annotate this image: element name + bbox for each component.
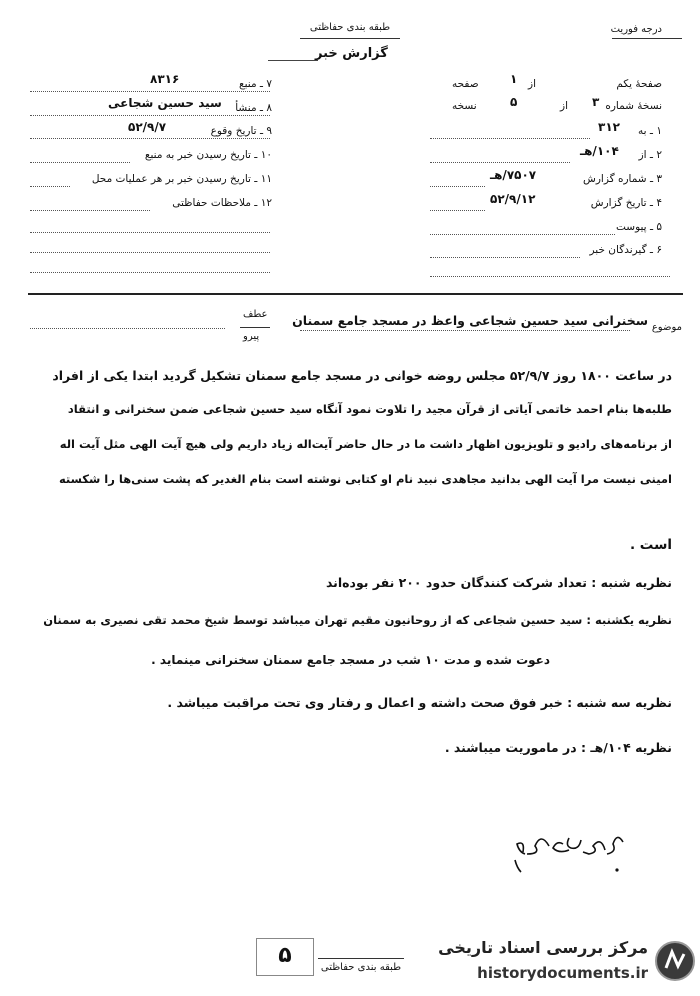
dotted-line [430,138,590,139]
field-attachment-label: ۵ ـ پیوست [615,221,662,233]
field-page-of: از [528,78,536,90]
subject-ref-bottom: پیرو [243,331,260,342]
dotted-line [30,210,150,211]
body-line: امینی نیست مرا آیت الهی بدانید مجاهدی نبید نام او کتابی نوشته است بنام الغدیر که پشت سنی‌ها را شکسته [58,472,672,486]
priority-label: درجه فوریت [610,24,662,35]
signature-scribble-icon [505,820,635,880]
note-104: نظریه ۱۰۴/هـ : در ماموریت میباشند . [444,740,672,755]
field-origin-value: سید حسین شجاعی [108,96,222,110]
field-occurrence-date-label: ۹ ـ تاریخ وقوع [210,125,272,137]
form-title: گزارش خبر [315,46,388,61]
field-source-label: ۷ ـ منبع [239,78,272,90]
field-security-notes-label: ۱۲ ـ ملاحظات حفاظتی [172,197,272,209]
field-source-value: ۸۳۱۶ [150,72,180,86]
field-from-value: ۱۰۴/هـ [580,144,619,158]
dotted-line [30,91,270,92]
note-tuesday: نظریه سه شنبه : خبر فوق صحت داشته و اعمال و رفتار وی تحت مراقبت میباشد . [167,695,672,710]
dotted-line [30,138,270,139]
dotted-line [30,252,270,253]
watermark [408,932,700,994]
note-saturday: نظریه شنبه : تعداد شرکت کنندگان حدود ۲۰۰ نفر بوده‌اند [325,575,672,590]
priority-divider [612,38,682,39]
field-origin-label: ۸ ـ منشأ [235,102,272,114]
subject-ref-top: عطف [243,309,268,320]
dotted-line [430,210,485,211]
body-line: از برنامه‌های رادیو و تلویزیون اظهار داشت ما در حال حاضر آیت‌اله زیاد داریم ولی هیچ آیت الهی مثل آیت اله [59,437,672,451]
field-page-suffix: صفحه [452,78,479,90]
dotted-line [430,276,670,277]
field-report-number-label: ۳ ـ شماره گزارش [583,173,662,185]
dotted-line [430,234,615,235]
field-copy-suffix: نسخه [452,100,477,112]
field-page-label: صفحهٔ یکم [616,78,662,90]
field-report-date-label: ۴ ـ تاریخ گزارش [590,197,662,209]
field-copy-label: نسخهٔ شماره [605,100,662,112]
note-sunday-cont: دعوت شده و مدت ۱۰ شب در مسجد جامع سمنان سخنرانی مینماید . [151,653,550,667]
page-number-box [256,938,314,976]
dotted-line [30,232,270,233]
field-report-number-value: ۷۵۰۷/هـ [490,168,537,182]
ref-divider [240,327,270,328]
dotted-line [30,115,270,116]
watermark-url: historydocuments.ir [477,964,648,982]
dotted-line [430,162,570,163]
field-copy-value: ۳ [592,95,600,109]
dotted-line [30,272,270,273]
dotted-line [430,186,485,187]
field-recipients-label: ۶ ـ گیرندگان خبر [589,244,662,256]
page-number: ۵ [278,943,292,968]
handwritten-signature [505,820,635,880]
classification-label-top: طبقه بندی حفاظتی [309,22,391,33]
field-from-label: ۲ ـ از [638,149,662,161]
subject-label: موضوع [651,322,682,333]
field-to-label: ۱ ـ به [638,125,662,137]
subject-text: سخنرانی سید حسین شجاعی واعظ در مسجد جامع سمنان [292,313,648,328]
footer-divider [318,958,404,959]
dotted-line [430,257,580,258]
field-occurrence-date-value: ۵۲/۹/۷ [128,120,167,134]
field-page-value: ۱ [510,72,518,86]
ref-dotted-line [30,328,225,329]
body-line: طلبه‌ها بنام احمد خاتمی آیاتی از قرآن مجید را تلاوت نمود آنگاه سید حسین شجاعی ضمن سخنرانی و انتقاد [67,402,672,416]
body-line: است . [629,537,672,553]
body-line: در ساعت ۱۸۰۰ روز ۵۲/۹/۷ مجلس روضه خوانی در مسجد جامع سمنان تشکیل گردید ابتدا یکی از افراد [52,368,672,383]
field-arrival-source-label: ۱۰ ـ تاریخ رسیدن خبر به منبع [144,149,272,161]
archive-logo-icon [654,940,696,982]
field-copy-total: ۵ [510,95,518,109]
subject-underline [300,330,630,331]
dotted-line [30,162,130,163]
field-arrival-ops-label: ۱۱ ـ تاریخ رسیدن خبر بر هر عملیات محل [91,173,272,185]
note-sunday: نظریه یکشنبه : سید حسین شجاعی که از روحانیون مقیم تهران میباشد توسط شیخ محمد تقی نصیری به سمنان [43,613,672,627]
field-report-date-value: ۵۲/۹/۱۲ [490,192,536,206]
classification-label-bottom: طبقه بندی حفاظتی [320,962,402,973]
field-copy-of: از [560,100,568,112]
classification-divider [300,38,400,39]
field-to-value: ۳۱۲ [598,120,620,134]
watermark-title: مرکز بررسی اسناد تاریخی [438,938,648,957]
form-title-stroke [268,60,318,61]
dotted-line [30,186,70,187]
section-divider [28,293,683,295]
